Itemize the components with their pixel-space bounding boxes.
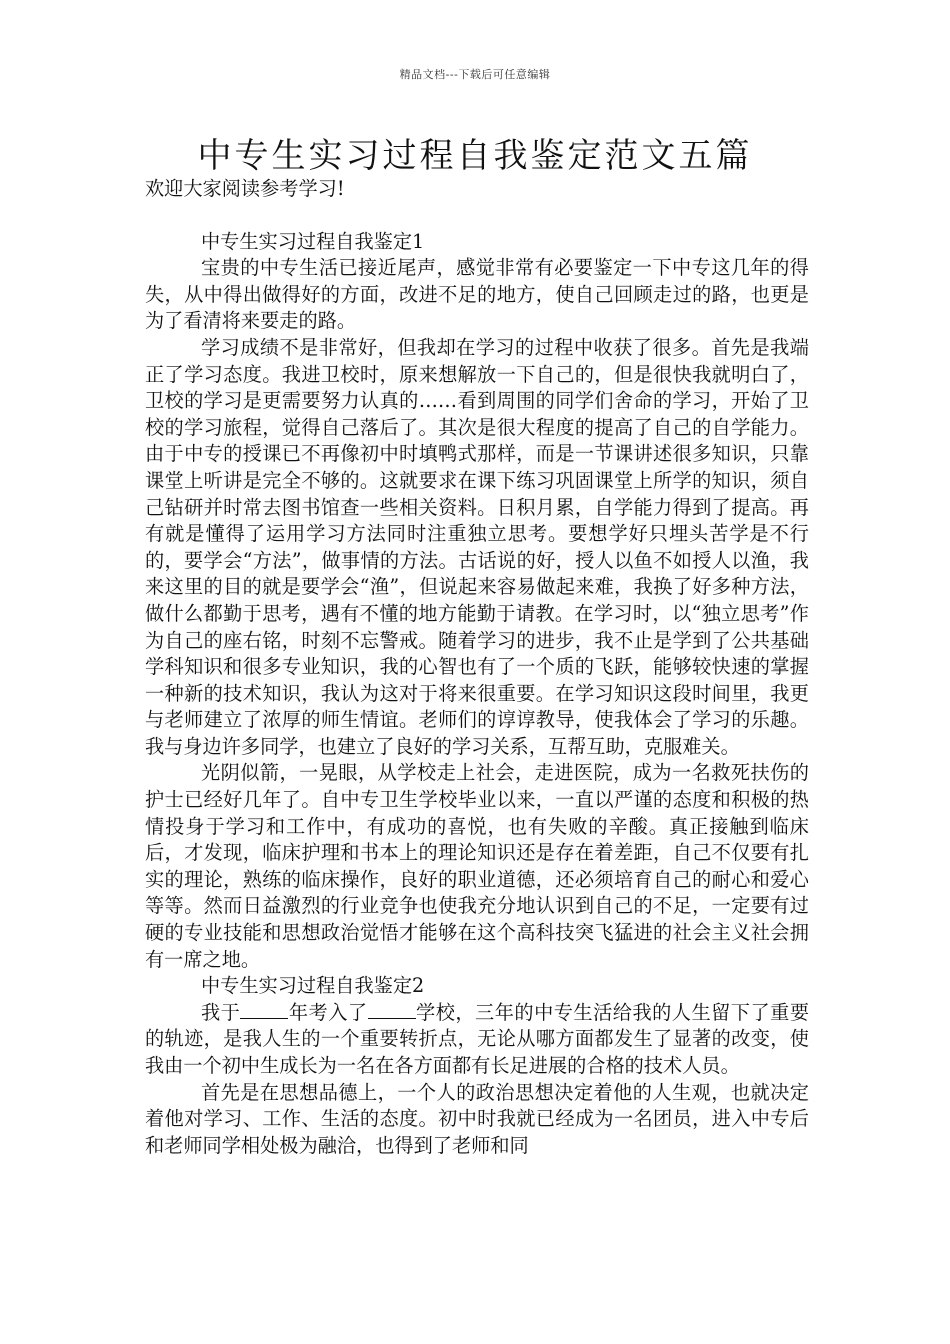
paragraph: 学习成绩不是非常好，但我却在学习的过程中收获了很多。首先是我端正了学习态度。我进卫校时，原来想解放一下自己的，但是很快我就明白了，卫校的学习是更需要努力认真的……看到周围的同学们舍命的学习，开始了卫校的学习旅程，觉得自己落后了。其次是很大程度的提高了自己的自学能力。由于中专的授课已不再像初中时填鸭式那样，而是一节课讲述很多知识，只靠课堂上听讲是完全不够的。这就要求在课下练习巩固课堂上所学的知识，须自己钻研并时常去图书馆查一些相关资料。日积月累，自学能力得到了提高。再有就是懂得了运用学习方法同时注重独立思考。要想学好只埋头苦学是不行的，要学会“方法”，做事情的方法。古话说的好，授人以鱼不如授人以渔，我来这里的目的就是要学会“渔”，但说起来容易做起来难，我换了好多种方法，做什么都勤于思考，遇有不懂的地方能勤于请教。在学习时，以“独立思考”作为自己的座右铭，时刻不忘警戒。随着学习的进步，我不止是学到了公共基础学科知识和很多专业知识，我的心智也有了一个质的飞跃，能够较快速的掌握一种新的技术知识，我认为这对于将来很重要。在学习知识这段时间里，我更与老师建立了浓厚的师生情谊。老师们的谆谆教导，使我体会了学习的乐趣。我与身边许多同学，也建立了良好的学习关系，互帮互助，克服难关。: [145, 335, 809, 758]
paragraph-text: 年考入了: [288, 1000, 368, 1024]
paragraph: 光阴似箭，一晃眼，从学校走上社会，走进医院，成为一名救死扶伤的护士已经好几年了。自中专卫生学校毕业以来，一直以严谨的态度和积极的热情投身于学习和工作中，有成功的喜悦，也有失败的辛酸。真正接触到临床后，才发现，临床护理和书本上的理论知识还是存在着差距，自己不仅要有扎实的理论，熟练的临床操作，良好的职业道德，还必须培育自己的耐心和爱心等等。然而日益激烈的行业竞争也使我充分地认识到自己的不足，一定要有过硬的专业技能和思想政治觉悟才能够在这个高科技突飞猛进的社会主义社会拥有一席之地。: [145, 761, 809, 971]
document-title: 中专生实习过程自我鉴定范文五篇: [197, 136, 753, 176]
fill-in-blank: [368, 1000, 416, 1019]
paragraph-text: 我于: [201, 1000, 241, 1024]
fill-in-blank: [240, 1000, 288, 1019]
document-body: [145, 176, 809, 1159]
paragraph: 宝贵的中专生活已接近尾声，感觉非常有必要鉴定一下中专这几年的得失，从中得出做得好的方面，改进不足的地方，使自己回顾走过的路，也更是为了看清将来要走的路。: [145, 256, 809, 333]
section-heading-1: 中专生实习过程自我鉴定1: [201, 229, 425, 253]
paragraph-text: 学校，三年的中专生活给我的人生留下了重要的轨迹，是我人生的一个重要转折点，无论从哪方面都发生了显著的改变，使我由一个初中生成长为一名在各方面都有长足进展的合格的技术人员。: [145, 1000, 810, 1077]
paragraph: 首先是在思想品德上，一个人的政治思想决定着他的人生观，也就决定着他对学习、工作、生活的态度。初中时我就已经成为一名团员，进入中专后和老师同学相处极为融洽，也得到了老师和同: [145, 1080, 809, 1157]
section-heading-2: 中专生实习过程自我鉴定2: [201, 974, 425, 998]
page-header-note: 精品文档---下载后可任意编辑: [399, 68, 551, 81]
paragraph: [145, 1000, 809, 1080]
welcome-line: 欢迎大家阅读参考学习!: [145, 177, 345, 200]
